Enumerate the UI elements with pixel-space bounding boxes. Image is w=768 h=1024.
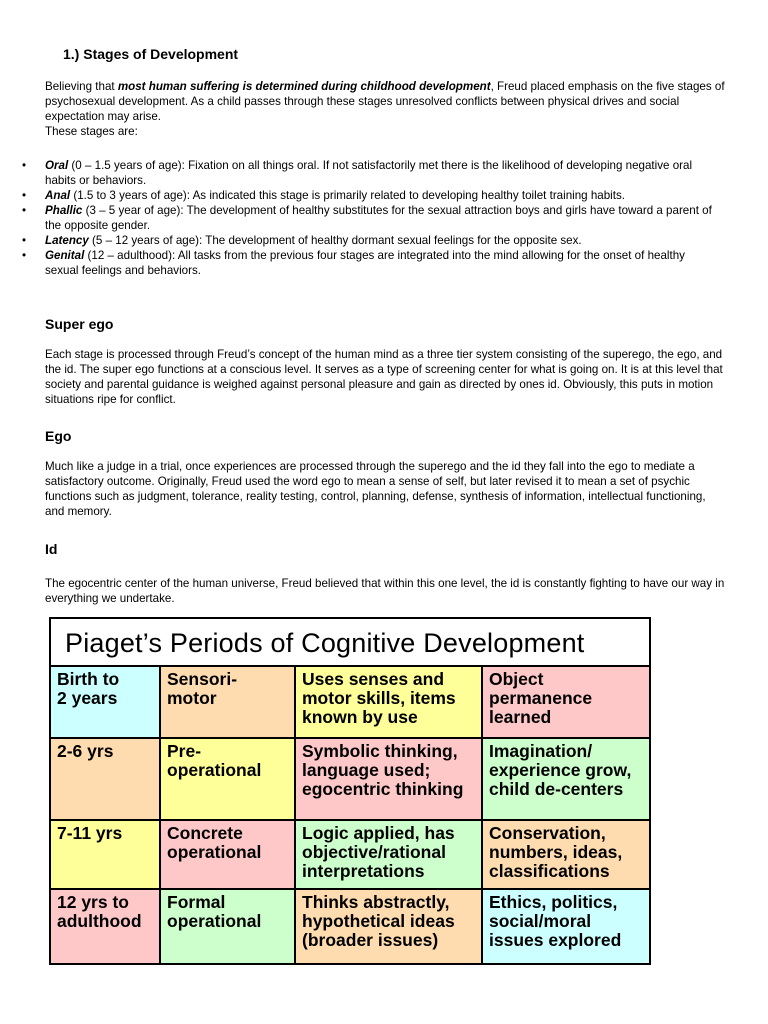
table-cell: Sensori- motor <box>161 667 296 739</box>
table-cell: 7-11 yrs <box>51 821 161 890</box>
stage-text: (5 – 12 years of age): The development of healthy dormant sexual feelings for the opposite sex. <box>88 234 582 247</box>
bullet-icon: • <box>22 159 27 172</box>
table-cell: Formal operational <box>161 890 296 963</box>
stages-list <box>22 158 712 278</box>
stage-term: Latency <box>45 234 89 247</box>
list-item <box>22 248 712 278</box>
table-cell: Uses senses and motor skills, items known by use <box>296 667 483 739</box>
table-cell: Ethics, politics, social/moral issues explored <box>483 890 649 963</box>
id-heading: Id <box>45 541 58 557</box>
stage-text: (12 – adulthood): All tasks from the previous four stages are integrated into the mind allowing for the onset of healthy sexual feelings and behaviors. <box>45 249 685 277</box>
intro-emphasis: most human suffering is determined during childhood development <box>117 80 491 93</box>
bullet-icon: • <box>22 189 27 202</box>
bullet-icon: • <box>22 234 27 247</box>
intro-line2: These stages are: <box>45 125 138 138</box>
intro-lead: Believing that <box>45 80 118 93</box>
stage-text: (1.5 to 3 years of age): As indicated this stage is primarily related to developing healthy toilet training habits. <box>70 189 625 202</box>
table-cell: 12 yrs to adulthood <box>51 890 161 963</box>
piaget-table <box>49 617 651 965</box>
list-item <box>22 233 712 248</box>
intro-paragraph <box>45 79 725 139</box>
stage-text: (3 – 5 year of age): The development of healthy substitutes for the sexual attraction boys and girls have toward a parent of the opposite gender. <box>45 204 712 232</box>
piaget-grid <box>51 667 649 963</box>
bullet-icon: • <box>22 204 27 217</box>
table-cell: Object permanence learned <box>483 667 649 739</box>
ego-paragraph: Much like a judge in a trial, once experiences are processed through the superego and the id they fall into the ego to mediate a satisfactory outcome. Originally, Freud used the word ego to mean a sense of self, but later revised it to mean a set of psychic functions such as judgment, tolerance, reality testing, control, planning, defense, synthesis of information, intellectual functioning, and memory. <box>45 460 706 518</box>
bullet-icon: • <box>22 249 27 262</box>
table-cell: Logic applied, has objective/rational interpretations <box>296 821 483 890</box>
table-cell: Thinks abstractly, hypothetical ideas (broader issues) <box>296 890 483 963</box>
piaget-title: Piaget’s Periods of Cognitive Development <box>51 619 649 667</box>
stage-term: Phallic <box>45 204 83 217</box>
table-cell: Birth to 2 years <box>51 667 161 739</box>
list-item <box>22 188 712 203</box>
table-cell: 2-6 yrs <box>51 739 161 821</box>
superego-heading: Super ego <box>45 316 114 332</box>
stage-term: Anal <box>45 189 71 202</box>
intro-rest: , Freud placed emphasis on the five stages of psychosexual development. As a child passes through these stages unresolved conflicts between physical drives and social expectation may arise. <box>45 80 725 123</box>
list-item <box>22 158 712 188</box>
superego-paragraph: Each stage is processed through Freud’s concept of the human mind as a three tier system consisting of the superego, the ego, and the id. The super ego functions at a conscious level. It serves as a type of screening center for what is going on. It is at this level that society and parental guidance is weighed against personal pleasure and gain as directed by ones id. Obviously, this puts in motion situations ripe for conflict. <box>45 348 723 406</box>
list-item <box>22 203 712 233</box>
ego-heading: Ego <box>45 428 72 444</box>
stage-text: (0 – 1.5 years of age): Fixation on all things oral. If not satisfactorily met there is the likelihood of developing negative oral habits or behaviors. <box>45 159 693 187</box>
table-cell: Pre- operational <box>161 739 296 821</box>
section-heading: 1.) Stages of Development <box>63 46 239 62</box>
table-cell: Imagination/ experience grow, child de-centers <box>483 739 649 821</box>
table-cell: Concrete operational <box>161 821 296 890</box>
table-cell: Conservation, numbers, ideas, classifications <box>483 821 649 890</box>
table-cell: Symbolic thinking, language used; egocentric thinking <box>296 739 483 821</box>
id-paragraph: The egocentric center of the human universe, Freud believed that within this one level, the id is constantly fighting to have our way in everything we undertake. <box>45 577 725 605</box>
stage-term: Genital <box>45 249 85 262</box>
stage-term: Oral <box>45 159 69 172</box>
